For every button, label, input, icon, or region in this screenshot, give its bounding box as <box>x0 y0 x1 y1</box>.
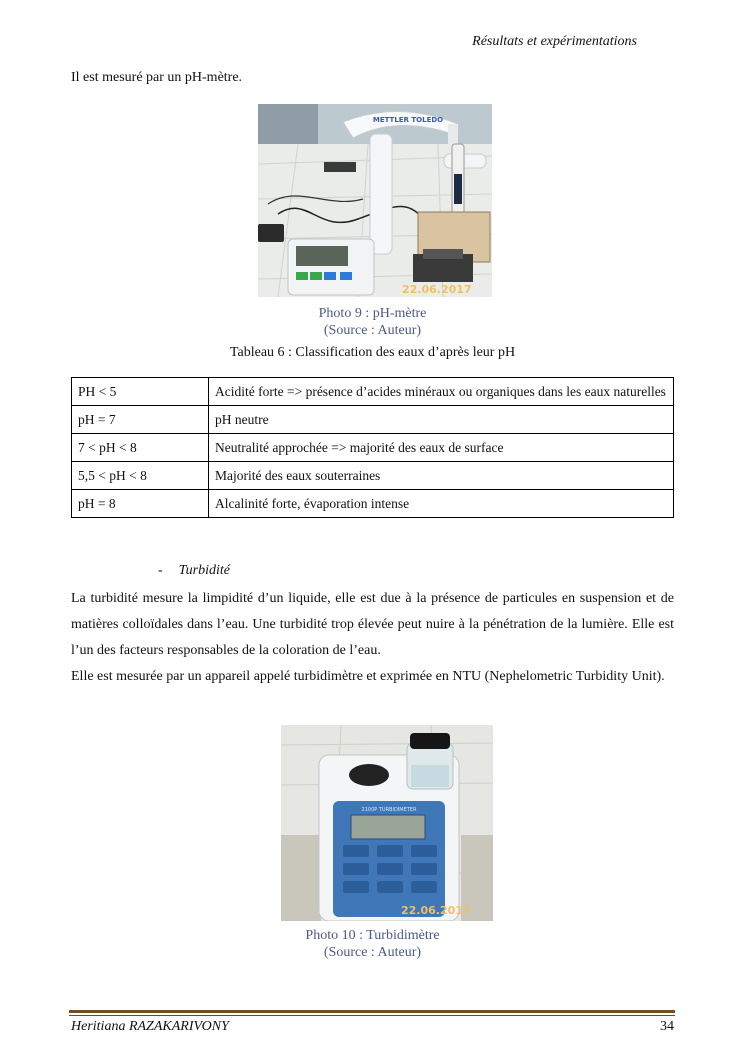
turbidity-paragraph-1: La turbidité mesure la limpidité d’un liquide, elle est due à la présence de particules en suspension et de matières colloïdales dans l’eau. Une turbidité trop élevée peut nuire à la pénétration de la lumière. Elle est l’un des facteurs responsables de la coloration de l’eau. <box>71 591 674 658</box>
turbidity-paragraph-2: Elle est mesurée par un appareil appelé turbidimètre et exprimée en NTU (Nephelometric Turbidity Unit). <box>71 669 665 684</box>
photo10-source: (Source : Auteur) <box>323 945 422 960</box>
device-label: 2100P TURBIDIMETER <box>361 807 417 813</box>
photo9-source: (Source : Auteur) <box>323 323 422 338</box>
table-row <box>72 462 674 490</box>
intro-sentence: Il est mesuré par un pH-mètre. <box>71 70 243 85</box>
date-stamp: 22.06.2017 <box>402 283 472 296</box>
table-cell-description: Acidité forte => présence d’acides minéraux ou organiques dans les eaux naturelles <box>209 378 674 406</box>
turbidimeter-illustration <box>281 725 493 921</box>
table-row <box>72 378 674 406</box>
photo-turbidimeter <box>281 725 493 921</box>
photo10-caption: Photo 10 : Turbidimètre <box>305 928 440 943</box>
running-header: Résultats et expérimentations <box>472 34 637 49</box>
table-cell-description: Neutralité approchée => majorité des eaux de surface <box>209 434 674 462</box>
table-row <box>72 490 674 518</box>
photo9-caption-block <box>0 305 745 339</box>
footer-author: Heritiana RAZAKARIVONY <box>71 1019 229 1034</box>
turbidity-heading <box>158 563 230 579</box>
table-cell-range: pH = 8 <box>72 490 209 518</box>
photo-ph-meter <box>258 104 492 297</box>
table-row <box>72 434 674 462</box>
table-row <box>72 406 674 434</box>
footer-rule <box>69 1010 675 1013</box>
bullet-dash: - <box>158 563 163 578</box>
table-cell-range: pH = 7 <box>72 406 209 434</box>
date-stamp: 22.06.2017 <box>401 904 471 917</box>
table-cell-range: PH < 5 <box>72 378 209 406</box>
table-cell-description: Alcalinité forte, évaporation intense <box>209 490 674 518</box>
section-heading: Turbidité <box>178 563 231 578</box>
ph-classification-table <box>71 377 674 518</box>
photo10-caption-block <box>0 927 745 961</box>
ph-meter-illustration <box>258 104 492 297</box>
table-cell-range: 5,5 < pH < 8 <box>72 462 209 490</box>
page-number: 34 <box>660 1019 674 1034</box>
photo9-caption: Photo 9 : pH-mètre <box>318 306 427 321</box>
table6-title: Tableau 6 : Classification des eaux d’après leur pH <box>229 345 516 360</box>
table-cell-description: Majorité des eaux souterraines <box>209 462 674 490</box>
footer-rule-thin <box>69 1015 675 1016</box>
table-cell-range: 7 < pH < 8 <box>72 434 209 462</box>
table-cell-description: pH neutre <box>209 406 674 434</box>
brand-label: METTLER TOLEDO <box>372 116 444 124</box>
